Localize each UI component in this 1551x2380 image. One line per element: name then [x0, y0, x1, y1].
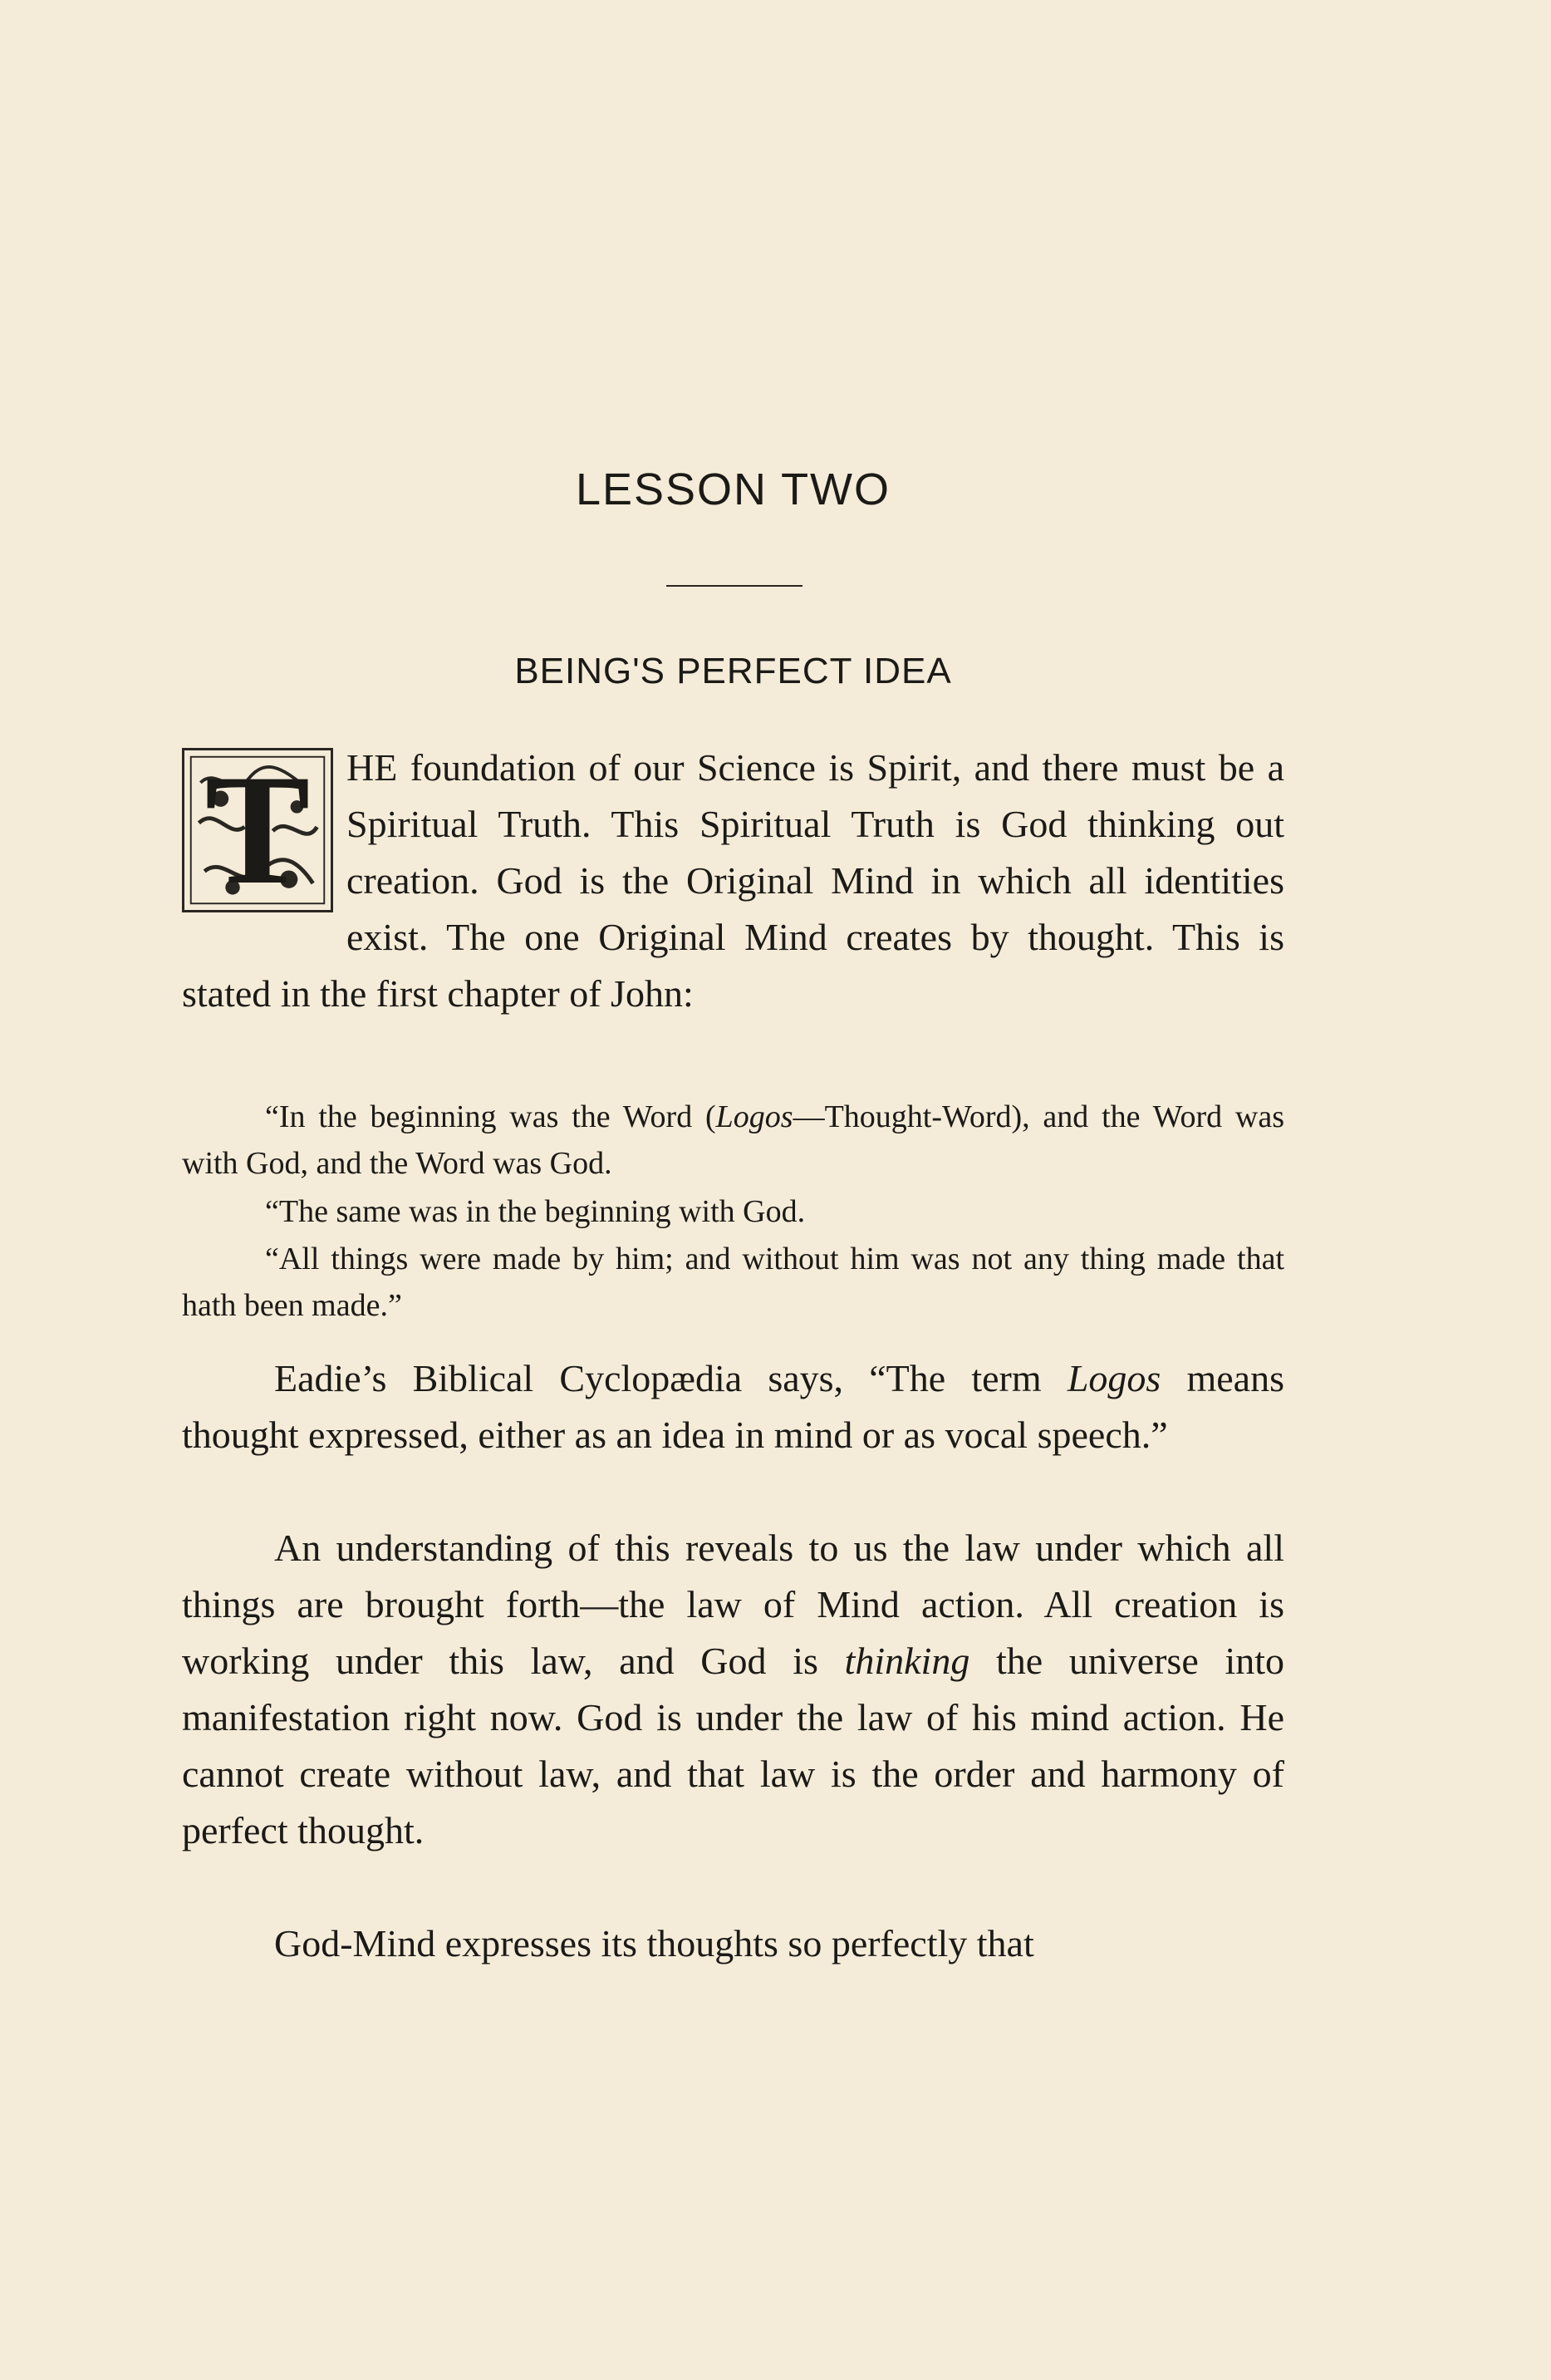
dropcap-letter: T — [204, 743, 311, 917]
eadie-paragraph — [182, 1350, 1284, 1463]
title-divider — [666, 585, 802, 587]
godmind-paragraph: God-Mind expresses its thoughts so perfectly that — [274, 1922, 1034, 1964]
book-page — [182, 0, 1284, 2380]
lesson-title: LESSON TWO — [575, 465, 891, 514]
eadie-end: means thought expressed, either as an idea in mind or as vocal speech.” — [182, 1357, 1284, 1456]
opening-paragraph — [182, 740, 1284, 1022]
eadie-start: Eadie’s Biblical Cyclopædia says, “The term — [274, 1357, 1068, 1399]
understanding-italic: thinking — [844, 1640, 970, 1682]
quote-1-italic: Logos — [715, 1099, 793, 1134]
opening-text: HE foundation of our Science is Spirit, and there must be a Spiritual Truth. This Spiritual Truth is God thinking out creation. God is the Original Mind in which all identities exist. The one Original Mind creates by thought. This is stated in the first chapter of John: — [182, 746, 1284, 1015]
scripture-quote-1 — [182, 1094, 1284, 1187]
understanding-start: An understanding of this reveals to us the law under which all things are brought forth—the law of Mind action. All creation is working under this law, and God is — [182, 1527, 1284, 1682]
eadie-italic: Logos — [1067, 1357, 1161, 1399]
chapter-subtitle: BEING'S PERFECT IDEA — [514, 651, 952, 691]
ornamental-dropcap — [182, 743, 333, 917]
scripture-quote-2: “The same was in the beginning with God. — [265, 1194, 806, 1229]
quote-1-start: “In the beginning was the Word ( — [265, 1099, 716, 1134]
understanding-paragraph — [182, 1520, 1284, 1859]
quote-1-end: —Thought-Word), and the Word was with God, and the Word was God. — [182, 1099, 1284, 1181]
scripture-quote-3: “All things were made by him; and without him was not any thing made that hath been made.” — [182, 1242, 1284, 1323]
understanding-end: the universe into manifestation right now. God is under the law of his mind action. He cannot create without law, and that law is the order and harmony of perfect thought. — [182, 1640, 1284, 1851]
